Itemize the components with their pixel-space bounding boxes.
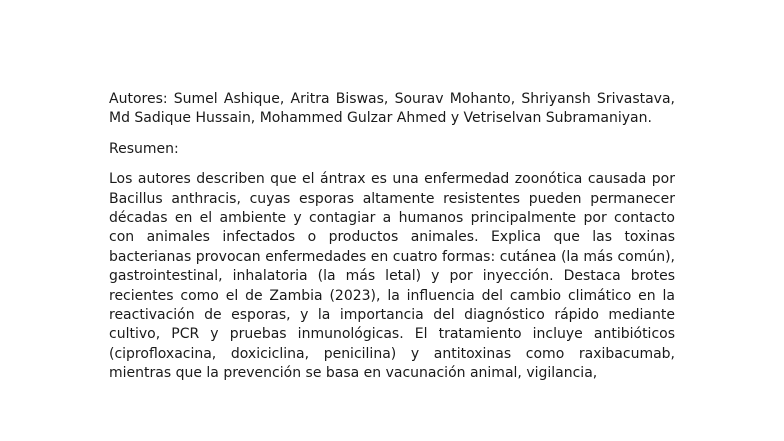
- abstract-paragraph: Los autores describen que el ántrax es una enfermedad zoonótica causada por Bacillus anthracis, cuyas esporas altamente resistentes pueden permanecer décadas en el ambiente y contagiar a humanos principalmente por contacto con animales infectados o productos animales. Explica que las toxinas bacterianas provocan enfermedades en cuatro formas: cutánea (la más común), gastrointestinal, inhalatoria (la más letal) y por inyección. Destaca brotes recientes como el de Zambia (2023), la influencia del cambio climático en la reactivación de esporas, y la importancia del diagnóstico rápido mediante cultivo, PCR y pruebas inmunológicas. El tratamiento incluye antibióticos (ciprofloxacina, doxiciclina, penicilina) y antitoxinas como raxibacumab, mientras que la prevención se basa en vacunación animal, vigilancia,: [109, 171, 675, 382]
- authors-paragraph: Autores: Sumel Ashique, Aritra Biswas, Sourav Mohanto, Shriyansh Srivastava, Md Sadique Hussain, Mohammed Gulzar Ahmed y Vetriselvan Subramaniyan.: [109, 91, 675, 127]
- abstract-heading: Resumen:: [109, 140, 179, 157]
- document-content: [109, 90, 675, 384]
